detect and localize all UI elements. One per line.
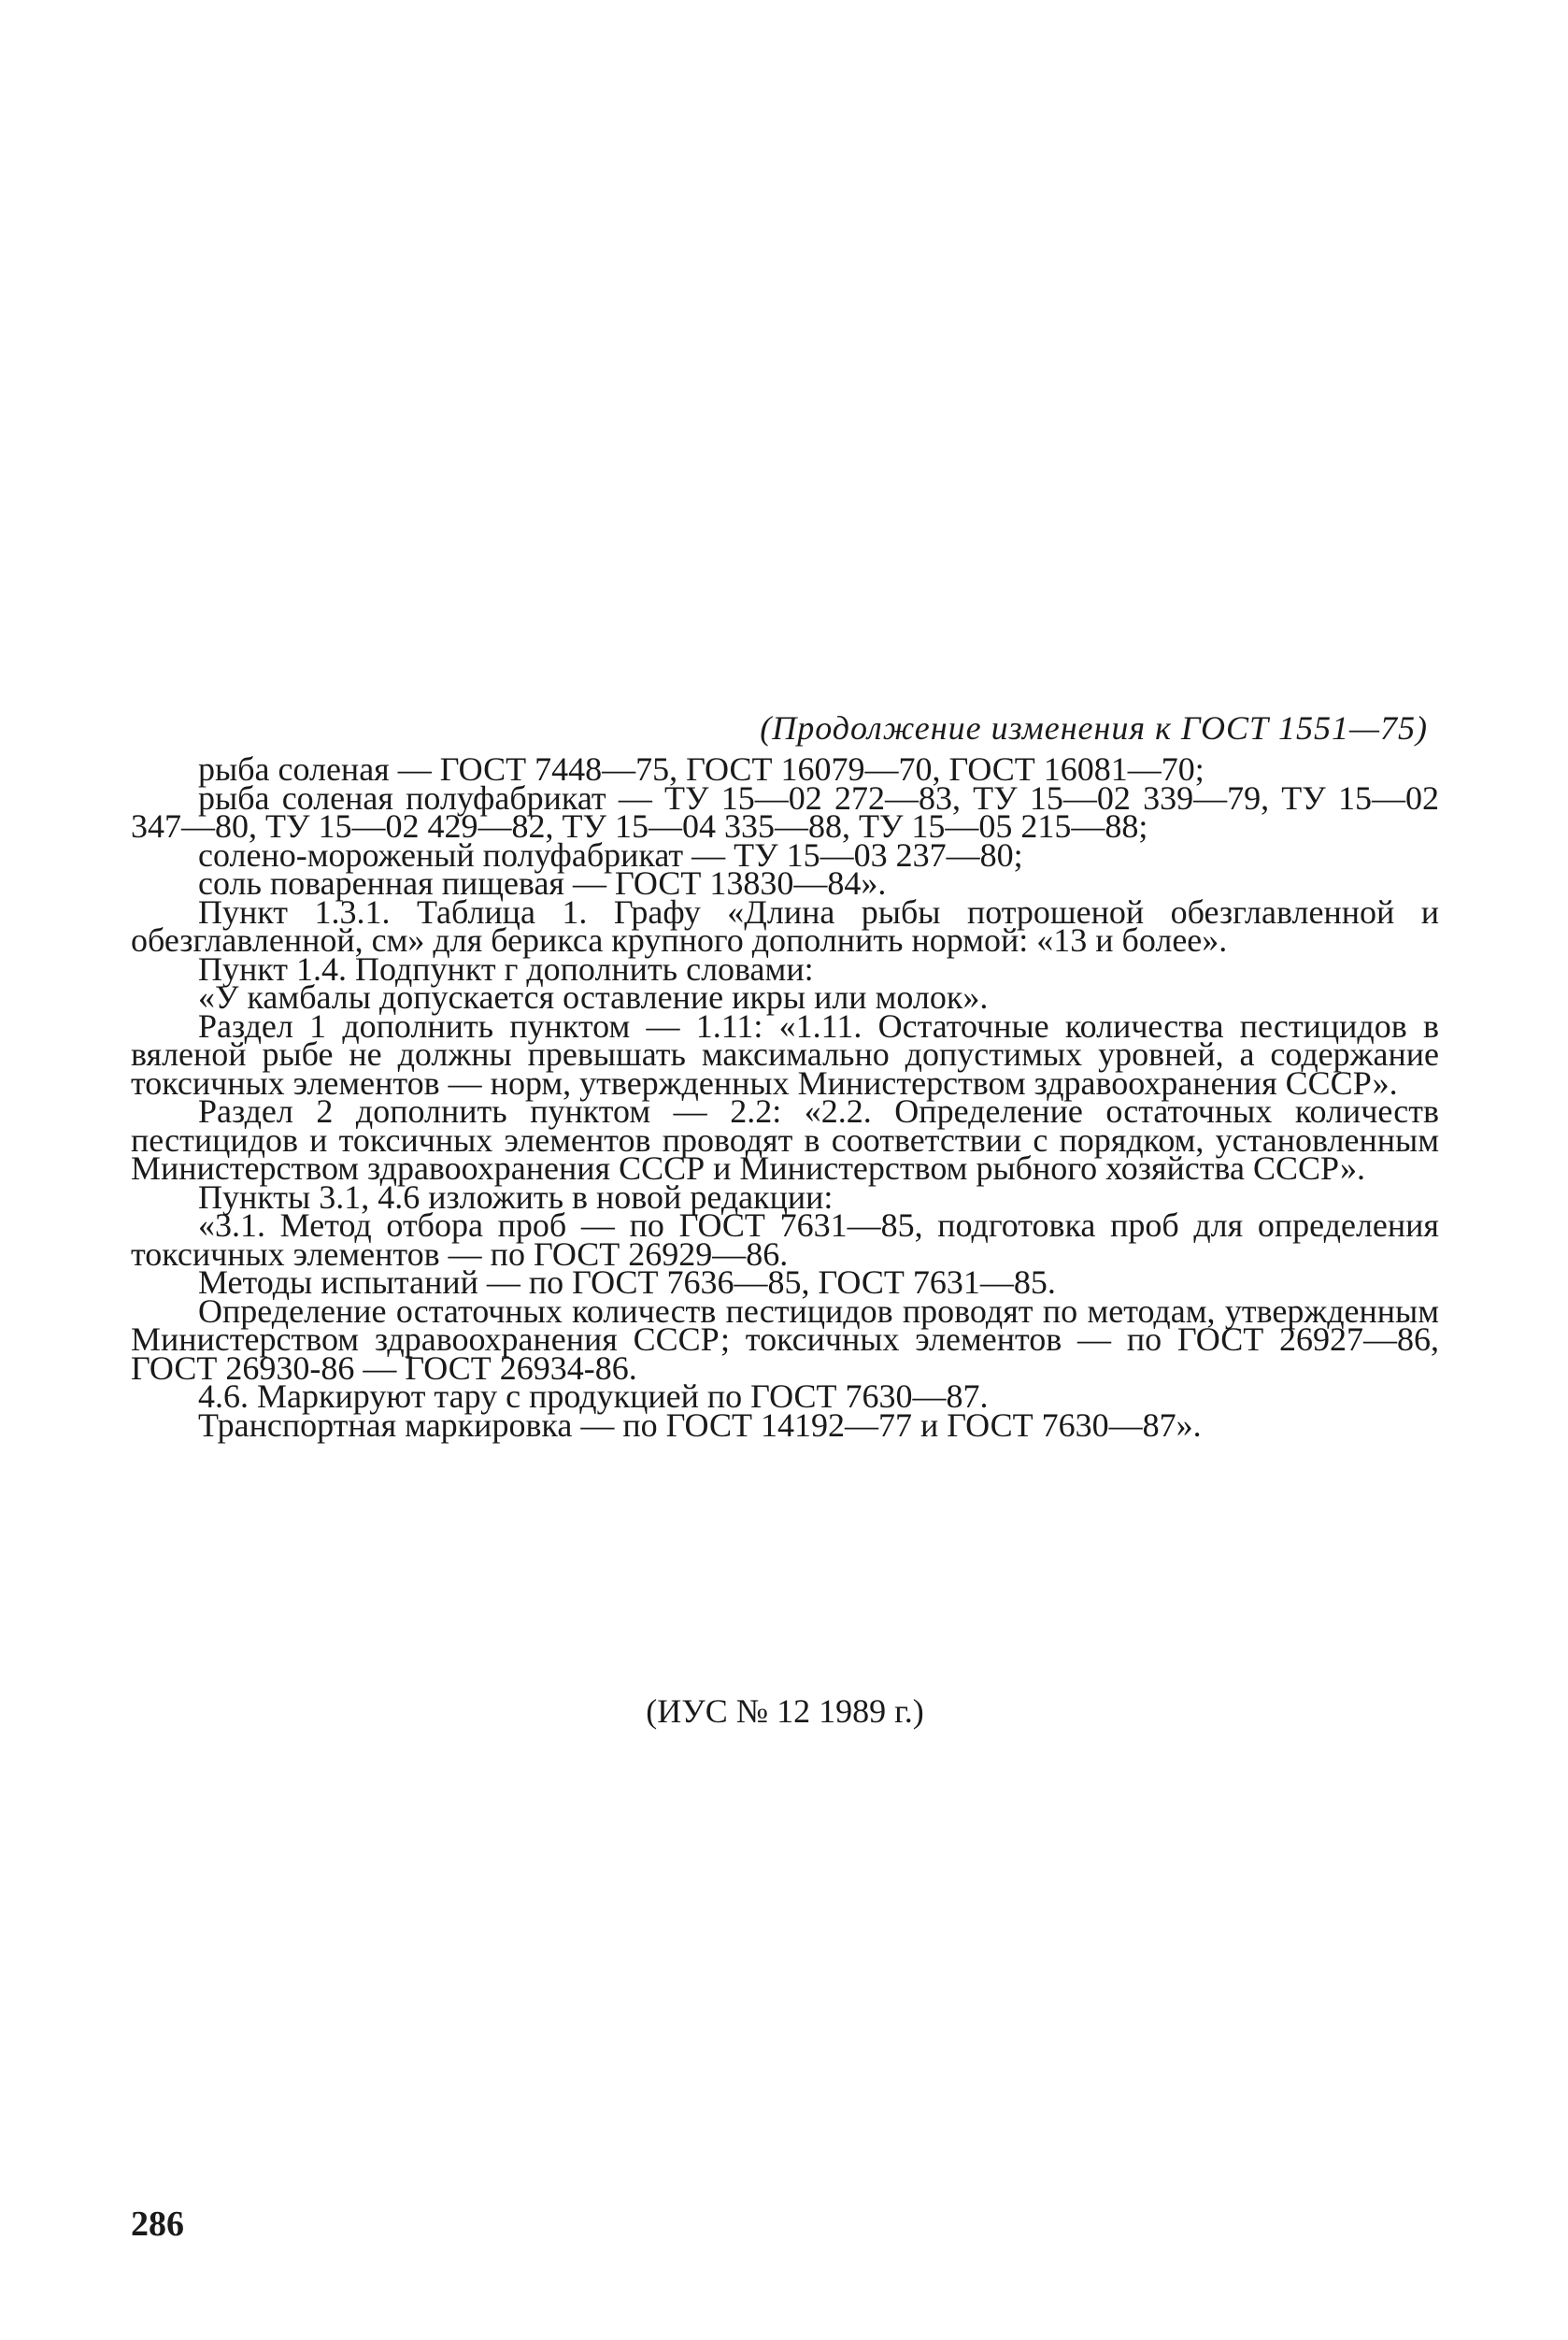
paragraph: Раздел 2 дополнить пунктом — 2.2: «2.2. Определение остаточных количеств пестицидов и токсичных элементов проводят в соответствии с порядком, установленным Министерством здравоохранения СССР и Министерством рыбного хозяйства СССР».	[131, 1092, 1439, 1187]
paragraph: Методы испытаний — по ГОСТ 7636—85, ГОСТ 7631—85.	[198, 1263, 1056, 1301]
page-number: 286	[131, 2204, 184, 2244]
paragraph: 4.6. Маркируют тару с продукцией по ГОСТ 7630—87.	[198, 1377, 989, 1415]
paragraph: Пункт 1.3.1. Таблица 1. Графу «Длина рыбы потрошеной обезглавленной и обезглавленной, см» для берикса крупного дополнить нормой: «13 и более».	[131, 892, 1439, 959]
paragraph: Раздел 1 дополнить пунктом — 1.11: «1.11. Остаточные количества пестицидов в вяленой рыбе не должны превышать максимально допустимых уровней, а содержание токсичных элементов — норм, утвержденных Министерством здравоохранения СССР».	[131, 1006, 1439, 1102]
paragraph: Пункт 1.4. Подпункт г дополнить словами:	[198, 949, 814, 988]
paragraph: Определение остаточных количеств пестицидов проводят по методам, утвержденным Министерством здравоохранения СССР; токсичных элементов — по ГОСТ 26927—86, ГОСТ 26930-86 — ГОСТ 26934-86.	[131, 1291, 1439, 1387]
running-head: (Продолжение изменения к ГОСТ 1551—75)	[760, 709, 1428, 747]
paragraph: Пункты 3.1, 4.6 изложить в новой редакции:	[198, 1177, 834, 1216]
paragraph: Транспортная маркировка — по ГОСТ 14192—77 и ГОСТ 7630—87».	[198, 1405, 1202, 1444]
paragraph: «3.1. Метод отбора проб — по ГОСТ 7631—85, подготовка проб для определения токсичных элементов — по ГОСТ 26929—86.	[131, 1206, 1439, 1273]
paragraph: солено-мороженый полуфабрикат — ТУ 15—03 237—80;	[198, 835, 1023, 874]
paragraph: «У камбалы допускается оставление икры или молок».	[198, 978, 989, 1016]
paragraph: рыба соленая — ГОСТ 7448—75, ГОСТ 16079—70, ГОСТ 16081—70;	[198, 750, 1205, 788]
paragraph: рыба соленая полуфабрикат — ТУ 15—02 272—83, ТУ 15—02 339—79, ТУ 15—02 347—80, ТУ 15—02 429—82, ТУ 15—04 335—88, ТУ 15—05 215—88;	[131, 778, 1439, 845]
source-note: (ИУС № 12 1989 г.)	[646, 1692, 924, 1730]
paragraph: соль поваренная пищевая — ГОСТ 13830—84».	[198, 864, 887, 902]
amendment-text	[131, 750, 1439, 1444]
